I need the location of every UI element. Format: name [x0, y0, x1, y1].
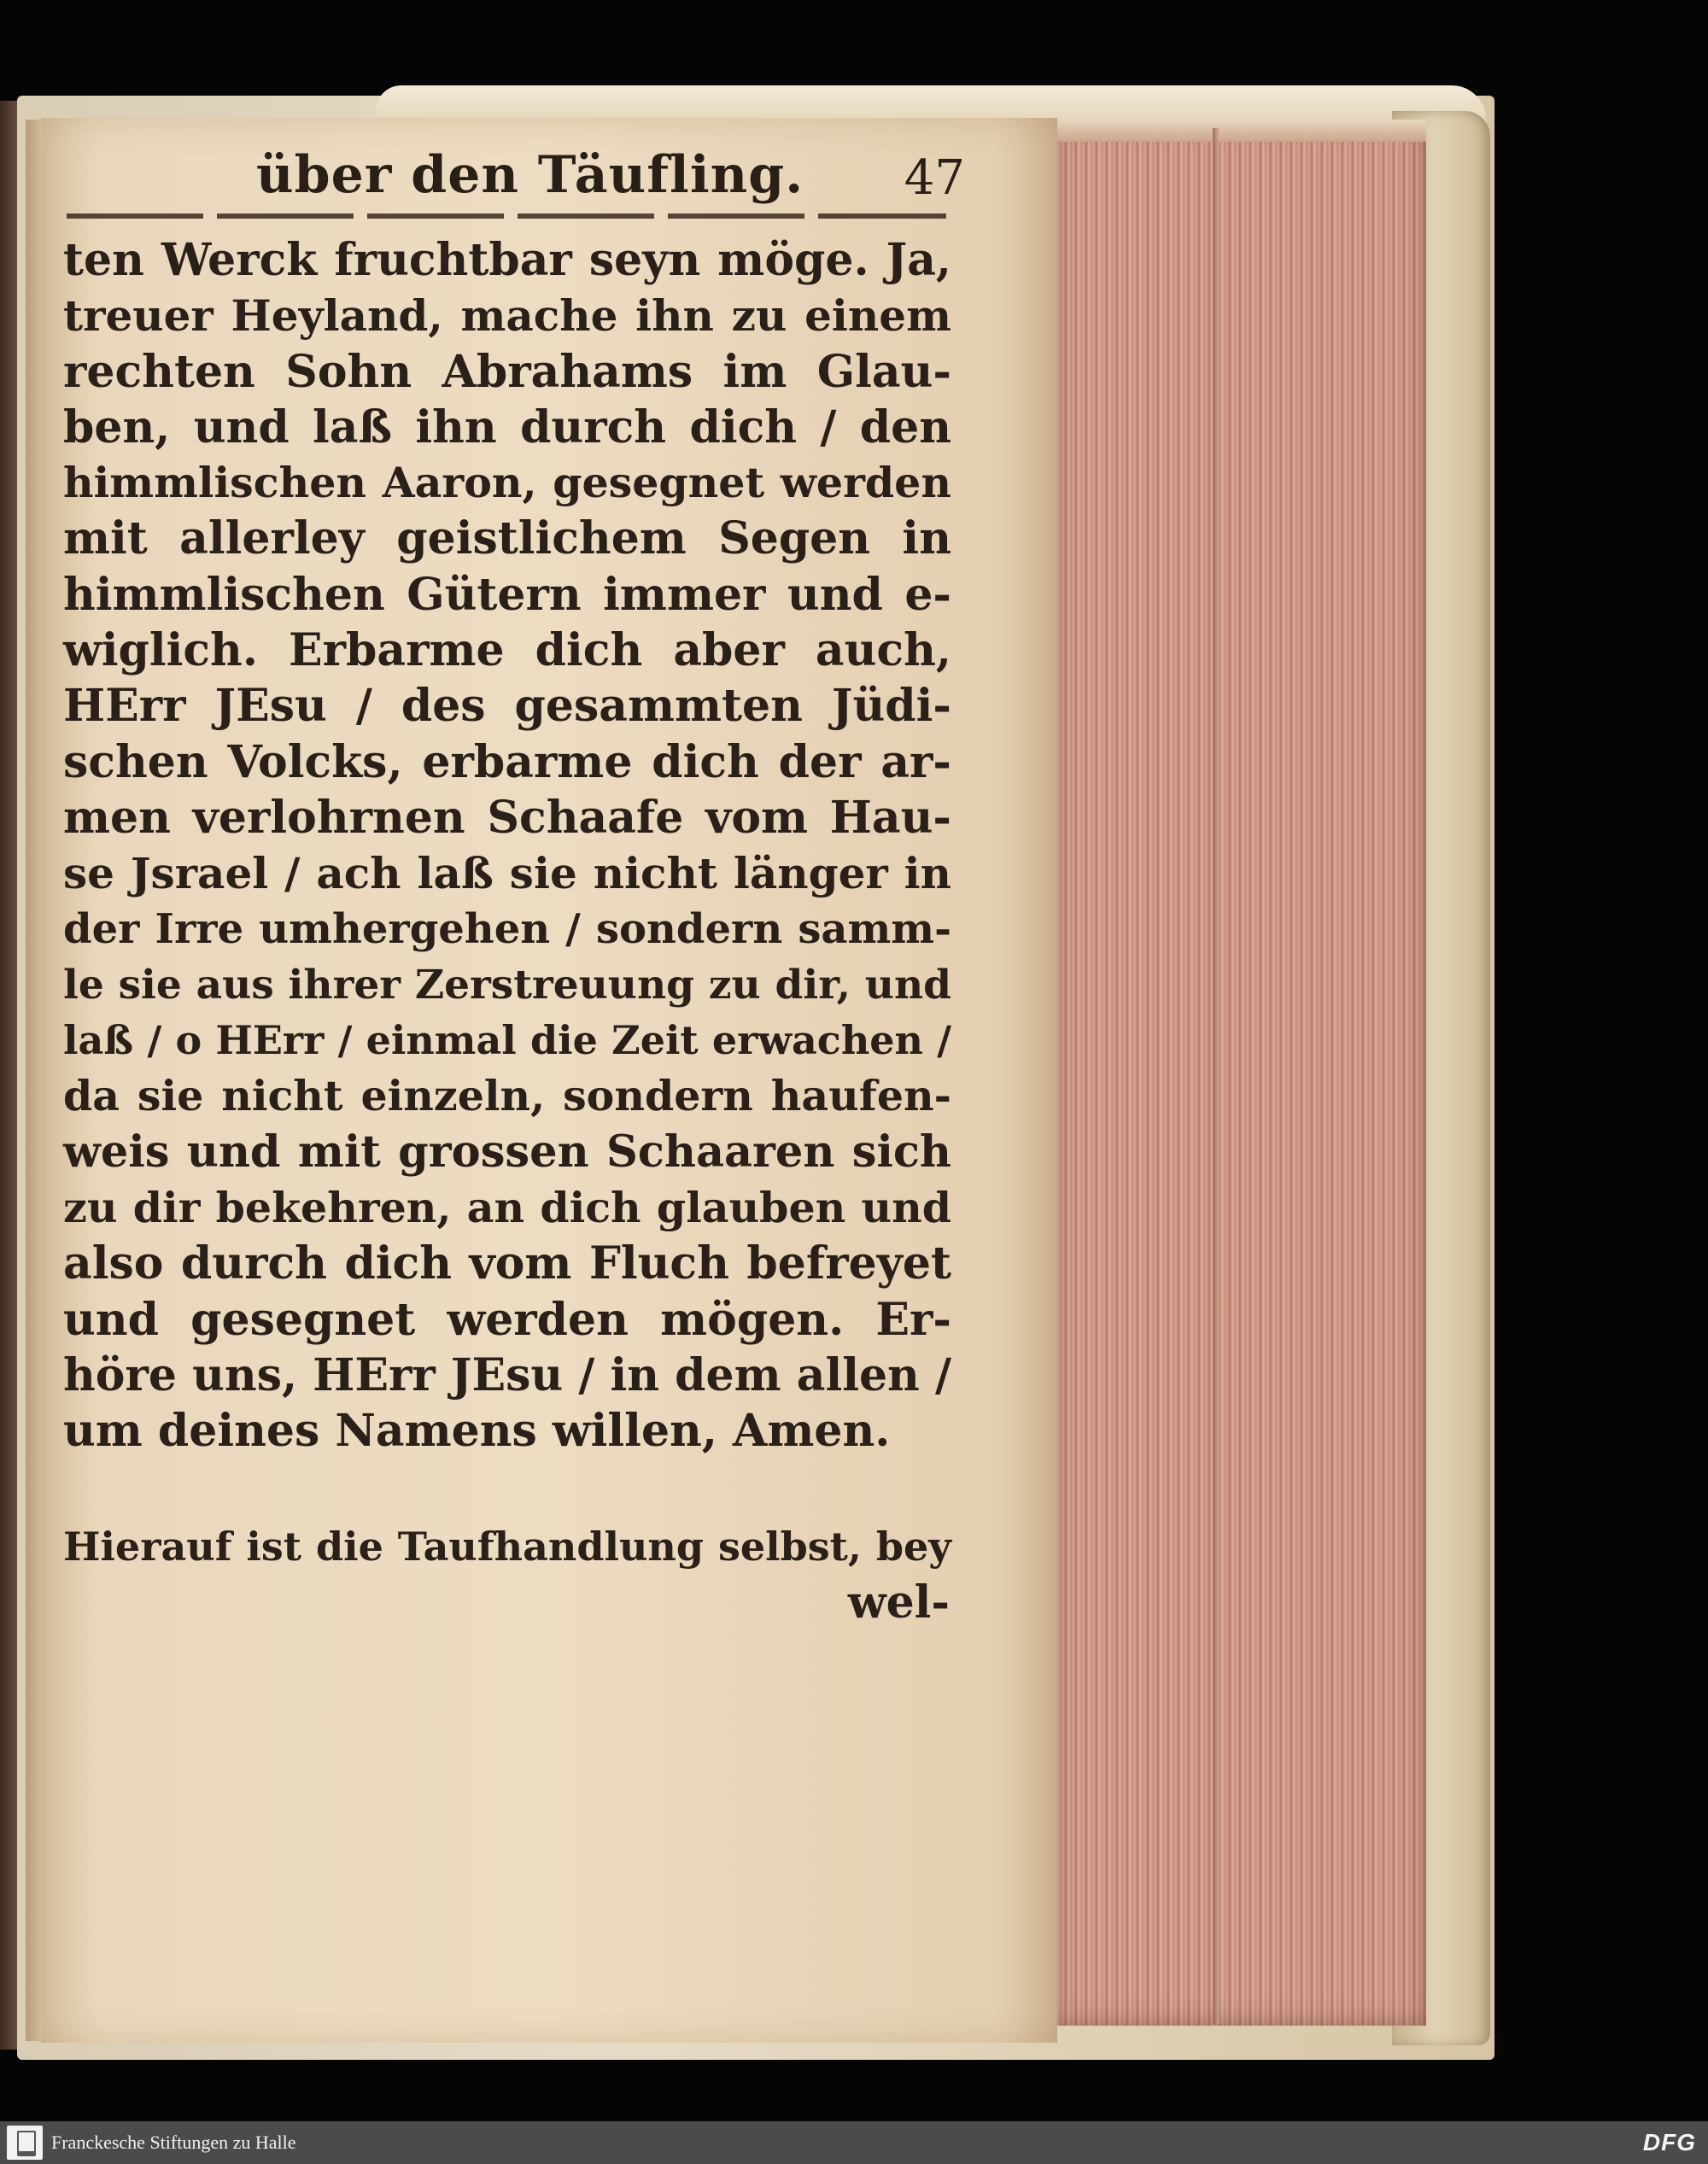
- text-line: HErr JEsu / des gesammten Jüdi-: [63, 680, 951, 733]
- text-line: um deines Namens willen, Amen.: [63, 1405, 891, 1458]
- running-title: über den Täufling.: [256, 145, 804, 205]
- page-edges-top: [1050, 120, 1426, 142]
- text-line: himmlischen Aaron, gesegnet werden: [63, 458, 951, 508]
- dfg-logo: DFG: [1642, 2129, 1696, 2155]
- paragraph-gap: [63, 1459, 951, 1519]
- red-page-edges: [1050, 120, 1426, 2026]
- text-line: himmlischen Gütern immer und e-: [63, 568, 951, 621]
- text-line: zu dir bekehren, an dich glauben und: [63, 1183, 951, 1233]
- text-line: le sie aus ihrer Zerstreuung zu dir, und: [63, 961, 951, 1009]
- text-line: ben, und laß ihn durch dich / den: [63, 401, 951, 453]
- text-line: und gesegnet werden mögen. Er-: [63, 1293, 951, 1346]
- text-line: mit allerley geistlichem Segen in: [63, 512, 951, 565]
- text-line: laß / o HErr / einmal die Zeit erwachen /: [63, 1017, 951, 1064]
- page-header: [256, 145, 965, 213]
- text-line: se Jsrael / ach laß sie nicht länger in: [63, 848, 951, 899]
- body-text: [63, 232, 951, 1630]
- text-line: treuer Heyland, mache ihn zu einem: [63, 290, 951, 342]
- text-line: ten Werck fruchtbar seyn möge. Ja,: [63, 234, 951, 286]
- page-number: 47: [904, 150, 965, 206]
- text-line: men verlohrnen Schaafe vom Hau-: [63, 791, 951, 844]
- institution-name: Franckesche Stiftungen zu Halle: [51, 2132, 296, 2153]
- text-line: also durch dich vom Fluch befreyet: [63, 1237, 951, 1290]
- text-line: wiglich. Erbarme dich aber auch,: [63, 624, 951, 677]
- header-rule: [67, 213, 946, 219]
- text-line: rechten Sohn Abrahams im Glau-: [63, 345, 951, 398]
- paragraph-opening-line: Hierauf ist die Taufhandlung selbst, bey: [63, 1523, 951, 1570]
- institution-logo-icon: [7, 2126, 43, 2160]
- page-edges-shadow: [1213, 128, 1220, 2024]
- text-line: da sie nicht einzeln, sondern haufen-: [63, 1071, 951, 1121]
- text-line: höre uns, HErr JEsu / in dem allen /: [63, 1348, 951, 1401]
- text-line: schen Volcks, erbarme dich der ar-: [63, 735, 951, 788]
- text-line: der Irre umhergehen / sondern samm-: [63, 904, 951, 953]
- footer-bar: [0, 2121, 1708, 2164]
- catchword: wel-: [847, 1576, 950, 1629]
- text-line: weis und mit grossen Schaaren sich: [63, 1126, 951, 1178]
